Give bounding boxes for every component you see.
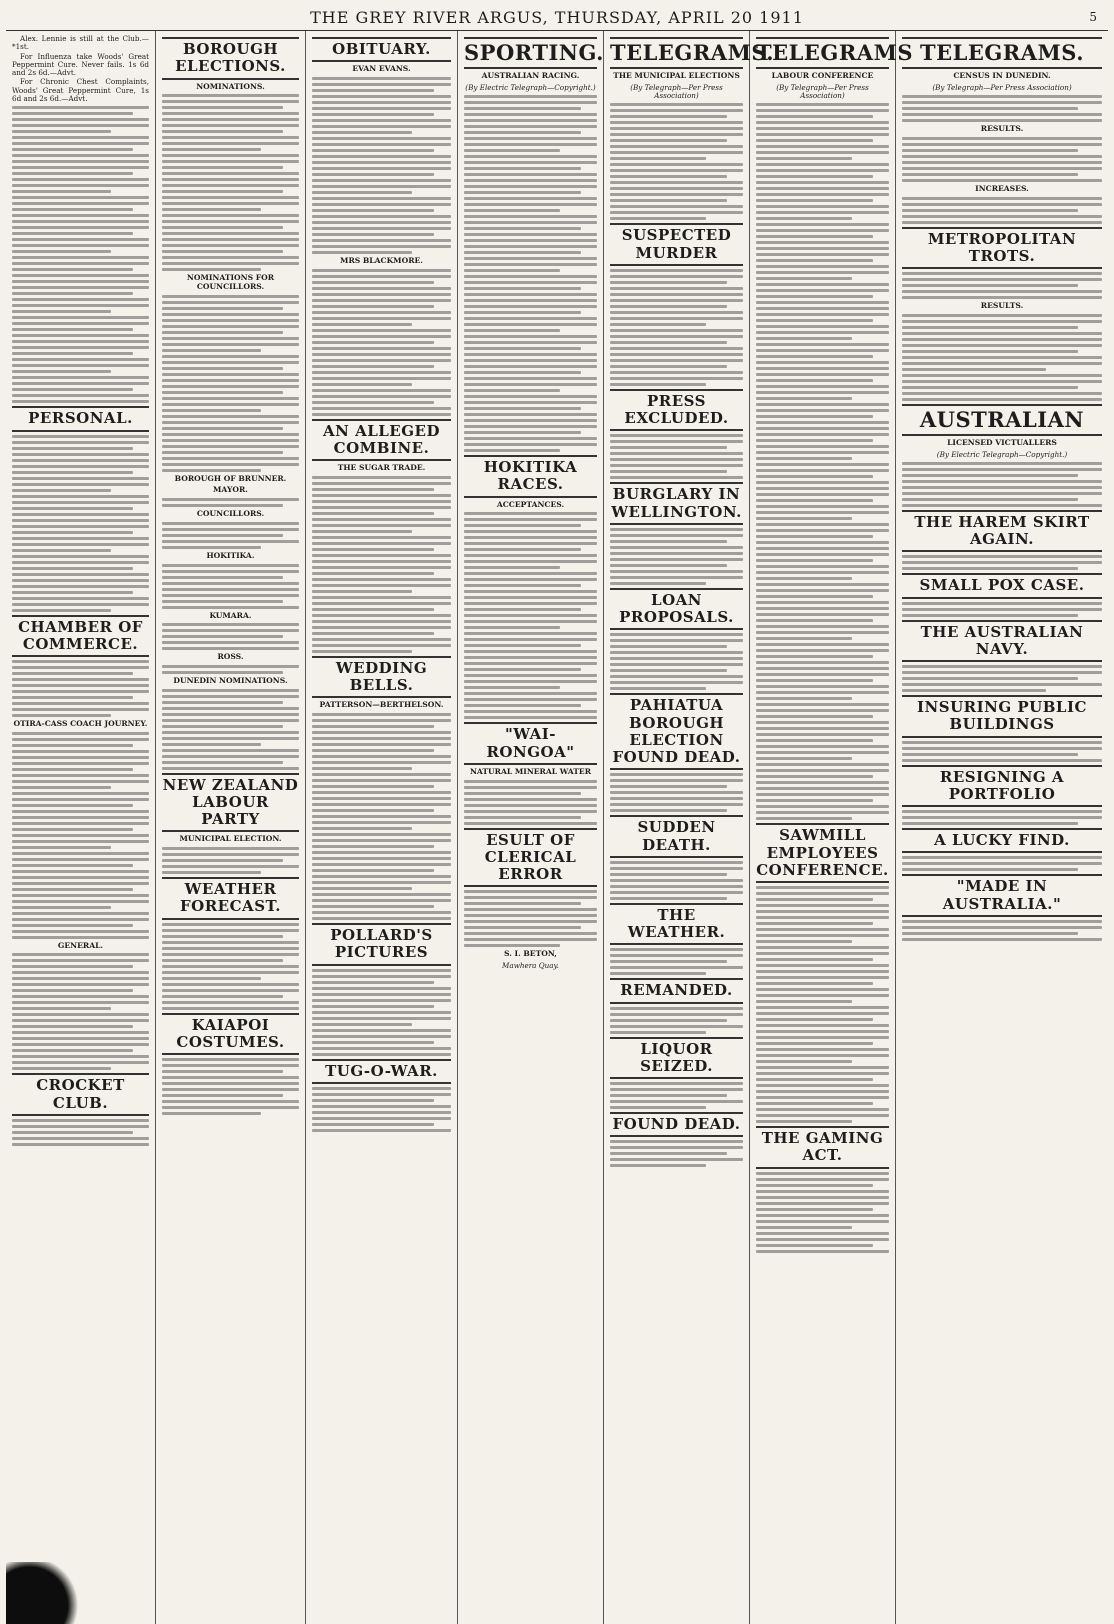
- para-chest: For Chronic Chest Complaints, Woods' Great Peppermint Cure, 1s 6d and 2s 6d.—Advt.: [12, 77, 149, 103]
- sub-acceptances: ACCEPTANCES.: [496, 499, 565, 509]
- text-block: [902, 810, 1102, 825]
- heading-loan: LOAN PROPOSALS.: [610, 588, 743, 631]
- text-block: [464, 890, 597, 947]
- text-block: [902, 137, 1102, 182]
- text-block: [162, 295, 299, 472]
- advert-signature: S. I. BETON,: [504, 949, 557, 959]
- heading-remanded: REMANDED.: [610, 978, 743, 1003]
- byline: (By Telegraph—Per Press Association): [630, 82, 723, 101]
- text-block: [162, 623, 299, 650]
- sub-dunedin: DUNEDIN NOMINATIONS.: [173, 675, 288, 685]
- sub-evan: EVAN EVANS.: [352, 64, 411, 74]
- byline: (By Telegraph—Per Press Association): [776, 82, 869, 101]
- heading-resigning: RESIGNING A PORTFOLIO: [902, 765, 1102, 808]
- text-block: [902, 197, 1102, 224]
- sub-sugar: THE SUGAR TRADE.: [337, 463, 426, 473]
- text-block: [610, 948, 743, 975]
- text-block: [902, 272, 1102, 299]
- text-block: [162, 498, 299, 507]
- sub-councillors-2: COUNCILLORS.: [196, 509, 265, 519]
- sub-results-2: RESULTS.: [980, 301, 1024, 311]
- text-block: [610, 633, 743, 690]
- text-block: [610, 1140, 743, 1167]
- text-block: [312, 1087, 451, 1132]
- heading-murder: SUSPECTED MURDER: [610, 223, 743, 266]
- text-block: [902, 462, 1102, 507]
- text-block: [12, 1119, 149, 1146]
- text-block: [12, 106, 149, 403]
- heading-chamber: CHAMBER OF COMMERCE.: [12, 615, 149, 658]
- heading-press: PRESS EXCLUDED.: [610, 389, 743, 432]
- sub-councillors: NOMINATIONS FOR COUNCILLORS.: [186, 273, 275, 291]
- text-block: [902, 602, 1102, 617]
- text-block: [162, 689, 299, 770]
- text-block: [162, 94, 299, 271]
- page-number: 5: [1089, 10, 1098, 24]
- sub-mayor: MAYOR.: [213, 485, 248, 495]
- column-6: [750, 31, 913, 1624]
- sub-labour-conference: LABOUR CONFERENCE: [771, 71, 874, 81]
- sub-hokitika: HOKITIKA.: [206, 550, 255, 560]
- heading-australian: AUSTRALIAN: [902, 404, 1102, 436]
- sub-racing: AUSTRALIAN RACING.: [481, 71, 580, 81]
- masthead-title: THE GREY RIVER ARGUS, THURSDAY, APRIL 20 1911: [310, 7, 804, 27]
- text-block: [756, 103, 889, 820]
- column-5: [604, 31, 775, 1624]
- text-block: [12, 435, 149, 612]
- column-1: [6, 31, 156, 1624]
- text-block: [902, 665, 1102, 692]
- text-block: [312, 713, 451, 920]
- text-block: [610, 861, 743, 900]
- heading-borough: BOROUGH ELECTIONS.: [162, 37, 299, 80]
- column-3: [306, 31, 458, 1624]
- text-block: [902, 920, 1102, 941]
- text-block: [12, 732, 149, 939]
- heading-burglary: BURGLARY IN WELLINGTON.: [610, 482, 743, 525]
- heading-liquor: LIQUOR SEIZED.: [610, 1037, 743, 1080]
- sub-municipal: THE MUNICIPAL ELECTIONS: [613, 71, 740, 81]
- heading-wedding: WEDDING BELLS.: [312, 656, 451, 699]
- sub-general: GENERAL.: [57, 940, 104, 950]
- columns: [6, 31, 1108, 1624]
- text-block: [902, 95, 1102, 122]
- sub-nominations: NOMINATIONS.: [196, 81, 265, 91]
- text-block: [902, 741, 1102, 762]
- heading-hokitika-races: HOKITIKA RACES.: [464, 455, 597, 498]
- text-block: [464, 95, 597, 452]
- heading-kaiapoi: KAIAPOI COSTUMES.: [162, 1013, 299, 1056]
- heading-found-dead: FOUND DEAD.: [610, 1112, 743, 1137]
- heading-telegrams: TELEGRAMS.: [610, 37, 743, 69]
- text-block: [756, 886, 889, 1123]
- byline: (By Electric Telegraph—Copyright.): [936, 449, 1068, 459]
- ink-stain: [6, 1562, 84, 1624]
- masthead: [6, 4, 1108, 31]
- text-block: [610, 773, 743, 812]
- text-block: [162, 522, 299, 549]
- heading-lucky: A LUCKY FIND.: [902, 828, 1102, 853]
- heading-sawmill: SAWMILL EMPLOYEES CONFERENCE.: [756, 823, 889, 883]
- text-block: [464, 780, 597, 825]
- census-byline: (By Telegraph—Per Press Association): [932, 82, 1072, 92]
- heading-weather: WEATHER FORECAST.: [162, 877, 299, 920]
- text-block: [162, 1058, 299, 1115]
- text-block: [610, 269, 743, 386]
- text-block: [610, 103, 743, 220]
- text-block: [312, 476, 451, 653]
- text-block: [12, 660, 149, 717]
- text-block: [162, 665, 299, 674]
- para-influenza: For Influenza take Woods' Great Peppermint Cure. Never fails. 1s 6d and 2s 6d.—Advt.: [12, 51, 149, 78]
- sub-brunner: BOROUGH OF BRUNNER.: [174, 473, 287, 483]
- heading-personal: PERSONAL.: [12, 406, 149, 431]
- text-block: [610, 1082, 743, 1109]
- text-block: [902, 314, 1102, 401]
- heading-tug: TUG-O-WAR.: [312, 1059, 451, 1084]
- heading-pahiatua: PAHIATUA BOROUGH ELECTION FOUND DEAD.: [610, 693, 743, 770]
- sub-victuallers: LICENSED VICTUALLERS: [947, 437, 1057, 447]
- text-block: [610, 434, 743, 479]
- heading-harem: THE HAREM SKIRT AGAIN.: [902, 510, 1102, 553]
- sub-blackmore: MRS BLACKMORE.: [340, 255, 423, 265]
- para-alex: Alex. Lennie is still at the Club.—*1st.: [12, 34, 149, 52]
- text-block: [312, 269, 451, 416]
- heading-made: "MADE IN AUSTRALIA.": [902, 874, 1102, 917]
- sub-census: CENSUS IN DUNEDIN.: [953, 71, 1051, 81]
- heading-gaming: THE GAMING ACT.: [756, 1126, 889, 1169]
- sub-results: RESULTS.: [980, 124, 1024, 134]
- text-block: [756, 1172, 889, 1253]
- text-block: [610, 1007, 743, 1034]
- sub-patterson: PATTERSON—BERTHELSON.: [319, 700, 444, 710]
- advert-address: Mawhera Quay.: [502, 961, 559, 971]
- heading-combine: AN ALLEGED COMBINE.: [312, 419, 451, 462]
- heading-weather: THE WEATHER.: [610, 903, 743, 946]
- text-block: [162, 847, 299, 874]
- heading-wai-rongoa: "WAI-RONGOA": [464, 722, 597, 765]
- text-block: [312, 77, 451, 254]
- sub-municipal: MUNICIPAL ELECTION.: [179, 834, 282, 844]
- sub-otira: OTIRA-CASS COACH JOURNEY.: [13, 719, 148, 728]
- byline: (By Electric Telegraph—Copyright.): [465, 82, 596, 92]
- heading-obituary: OBITUARY.: [312, 37, 451, 62]
- heading-telegrams-3: TELEGRAMS.: [902, 37, 1102, 69]
- column-7: [896, 31, 1108, 1624]
- heading-trots: METROPOLITAN TROTS.: [902, 227, 1102, 270]
- heading-insuring: INSURING PUBLIC BUILDINGS: [902, 695, 1102, 738]
- sub-wai: NATURAL MINERAL WATER: [469, 766, 592, 776]
- column-2: [156, 31, 306, 1624]
- text-block: [162, 564, 299, 609]
- heading-sporting: SPORTING.: [464, 37, 597, 69]
- text-block: [902, 856, 1102, 871]
- sub-increases: INCREASES.: [975, 183, 1029, 193]
- heading-pollard: POLLARD'S PICTURES: [312, 923, 451, 966]
- heading-smallpox: SMALL POX CASE.: [902, 573, 1102, 598]
- sub-ross: ROSS.: [217, 652, 244, 662]
- column-4: [458, 31, 604, 1624]
- heading-navy: THE AUSTRALIAN NAVY.: [902, 620, 1102, 663]
- text-block: [902, 555, 1102, 570]
- sub-kumara: KUMARA.: [209, 610, 252, 620]
- text-block: [312, 969, 451, 1056]
- heading-croquet: CROCKET CLUB.: [12, 1073, 149, 1116]
- text-block: [464, 512, 597, 719]
- heading-telegrams-2: TELEGRAMS: [756, 37, 889, 69]
- heading-clerical: ESULT OF CLERICAL ERROR: [464, 828, 597, 888]
- heading-labour: NEW ZEALAND LABOUR PARTY: [162, 773, 299, 833]
- heading-sudden-death: SUDDEN DEATH.: [610, 815, 743, 858]
- text-block: [162, 923, 299, 1010]
- text-block: [12, 953, 149, 1070]
- text-block: [610, 528, 743, 585]
